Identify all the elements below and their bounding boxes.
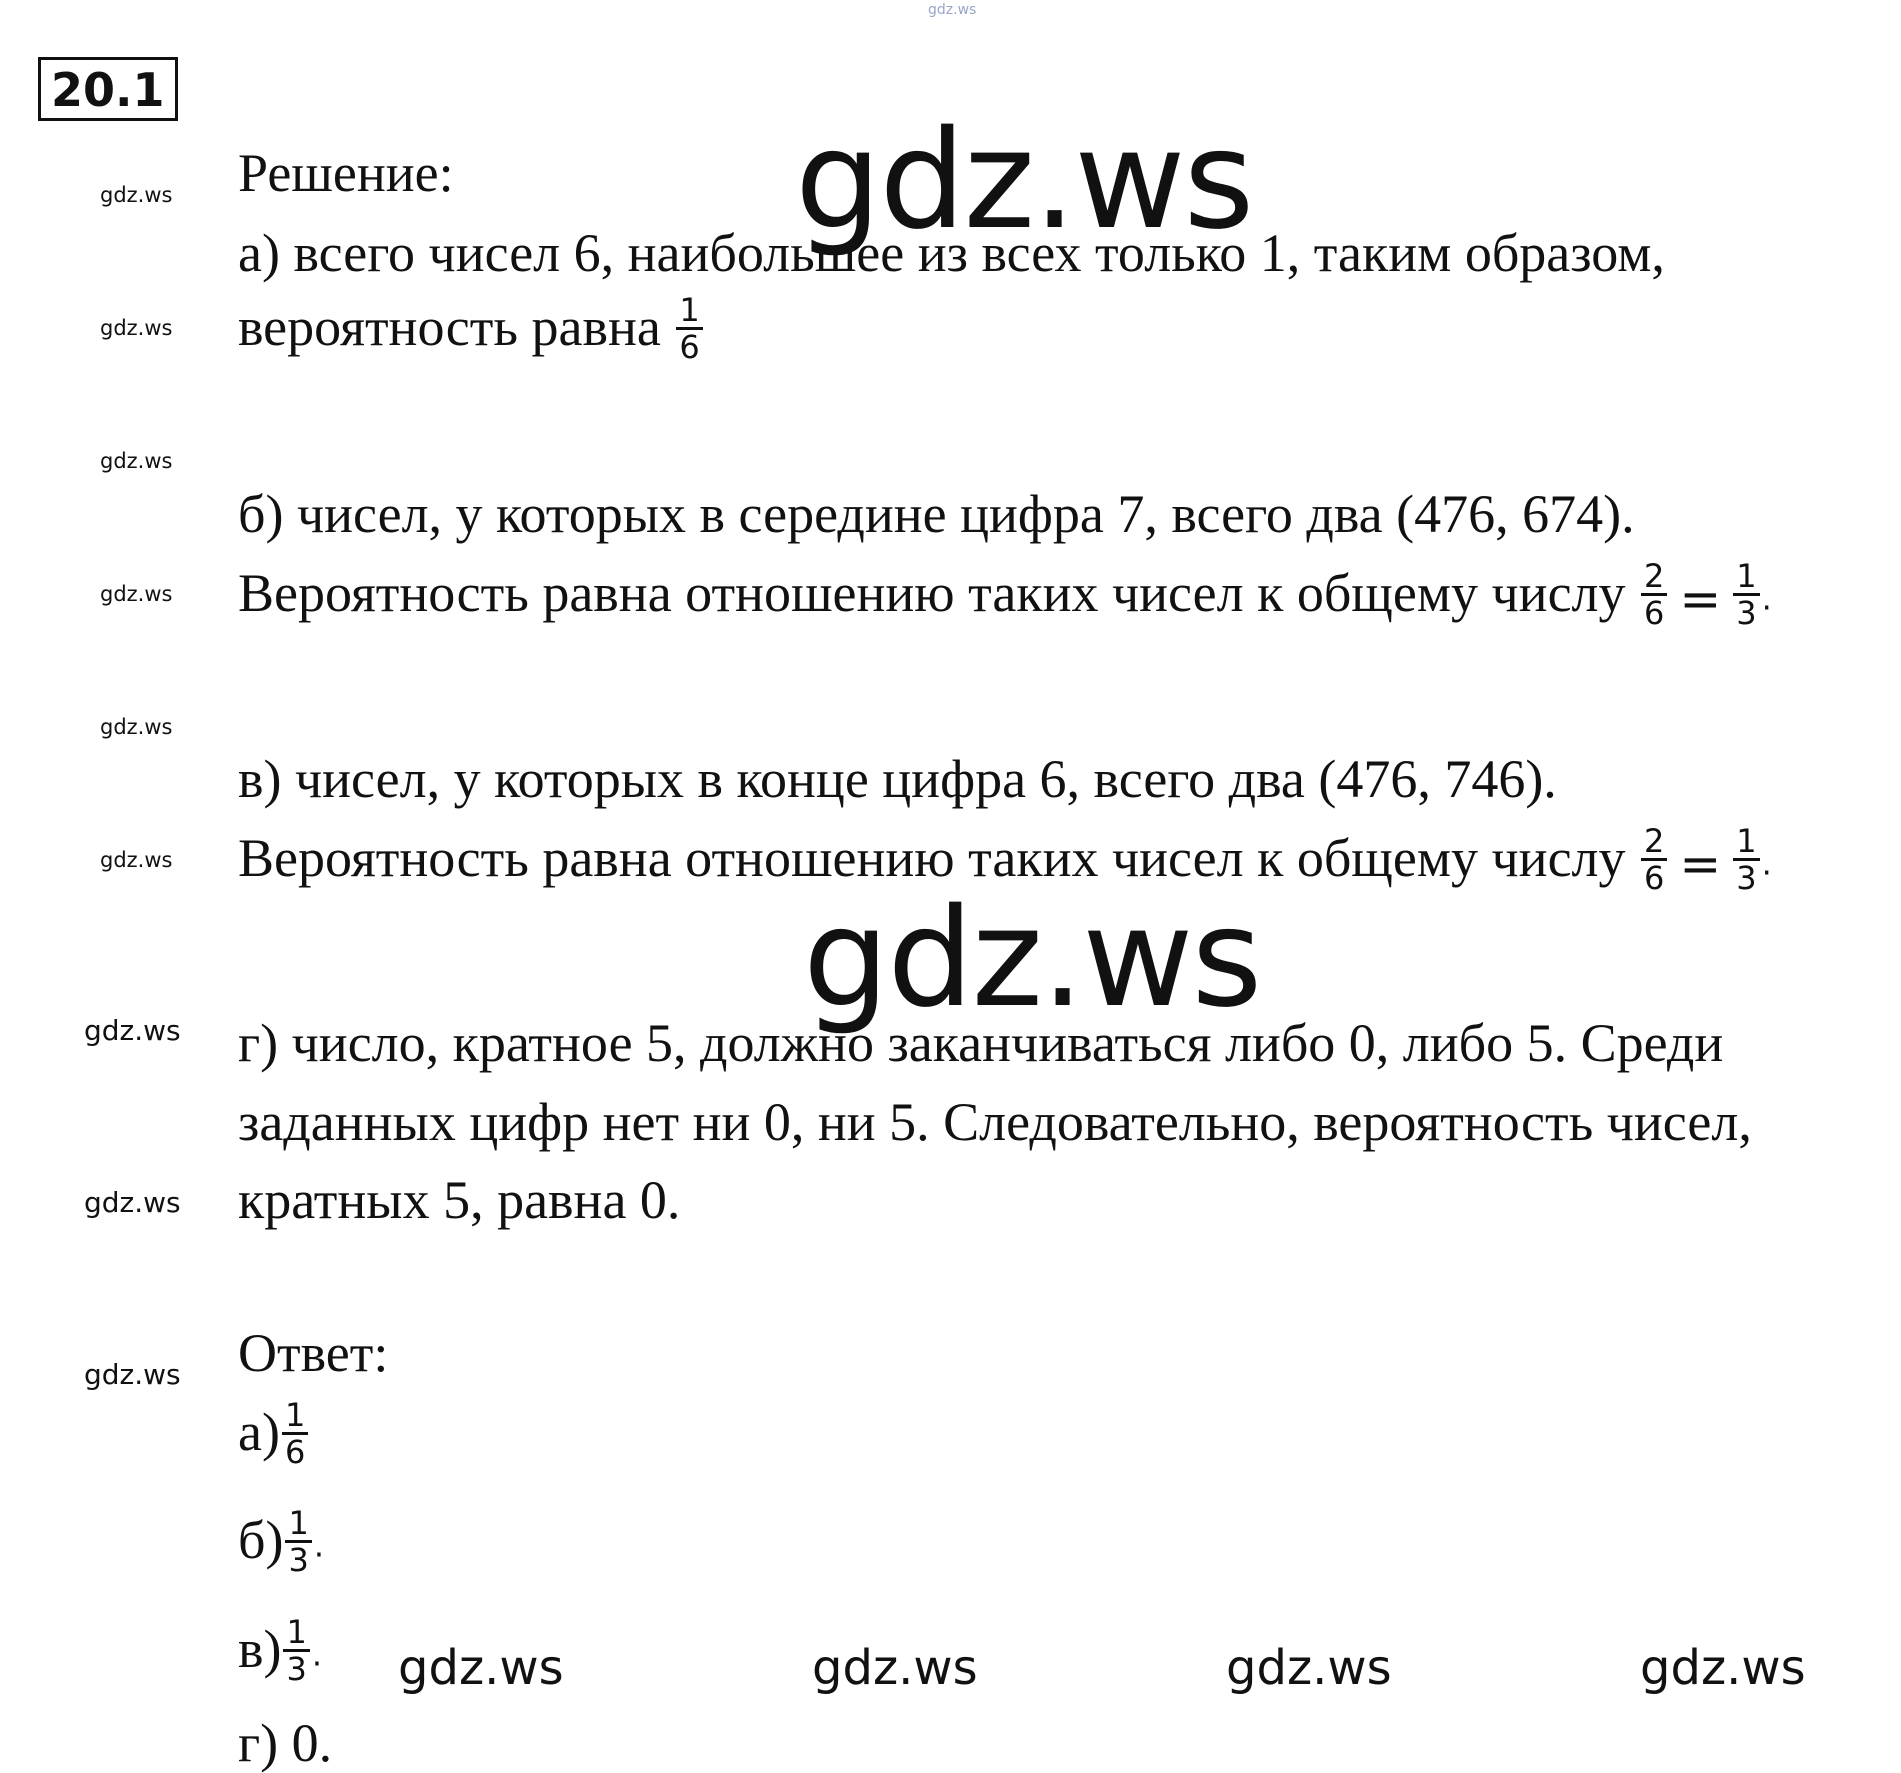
part-g-line-1: г) число, кратное 5, должно заканчиваться либо 0, либо 5. Среди xyxy=(238,1013,1724,1073)
period: . xyxy=(311,1635,323,1674)
fraction-denominator: 6 xyxy=(1644,859,1665,897)
part-a-line-2 xyxy=(238,291,705,368)
fraction-denominator: 3 xyxy=(1736,859,1757,897)
fraction-denominator: 3 xyxy=(286,1650,307,1688)
watermark-big-middle: gdz.ws xyxy=(803,880,1261,1038)
watermark-side: gdz.ws xyxy=(100,449,173,473)
fraction-one-sixth xyxy=(282,1398,308,1469)
watermark-side: gdz.ws xyxy=(84,1358,181,1391)
period: . xyxy=(1761,844,1772,883)
fraction-numerator: 1 xyxy=(676,293,702,330)
period: . xyxy=(313,1526,324,1565)
watermark-big-top: gdz.ws xyxy=(795,102,1253,260)
fraction-one-third xyxy=(1733,824,1759,895)
watermark-side: gdz.ws xyxy=(100,848,173,872)
fraction-numerator: 1 xyxy=(1733,824,1759,861)
watermark-bottom: gdz.ws xyxy=(1226,1640,1392,1696)
fraction-numerator: 2 xyxy=(1641,824,1667,861)
fraction-numerator: 2 xyxy=(1641,559,1667,596)
watermark-side: gdz.ws xyxy=(100,582,173,606)
answer-b xyxy=(238,1504,324,1581)
fraction-denominator: 3 xyxy=(288,1541,309,1579)
fraction-numerator: 1 xyxy=(282,1398,308,1435)
part-b-line-1: б) чисел, у которых в середине цифра 7, всего два (476, 674). xyxy=(238,484,1635,544)
fraction-denominator: 6 xyxy=(1644,594,1665,632)
answer-label: в) xyxy=(238,1618,282,1679)
part-v-line-1: в) чисел, у которых в конце цифра 6, всего два (476, 746). xyxy=(238,749,1557,809)
part-a-line-1: а) всего чисел 6, наибольшее из всех только 1, таким образом, xyxy=(238,223,1665,283)
part-g-line-2: заданных цифр нет ни 0, ни 5. Следовательно, вероятность чисел, xyxy=(238,1092,1752,1152)
fraction-numerator: 1 xyxy=(283,1615,309,1652)
solution-heading: Решение: xyxy=(238,143,454,203)
equals-sign: = xyxy=(1679,834,1722,893)
watermark-bottom: gdz.ws xyxy=(812,1640,978,1696)
answer-g: г) 0. xyxy=(238,1713,333,1773)
answer-label: а) xyxy=(238,1401,280,1462)
fraction-one-third xyxy=(283,1615,309,1686)
part-v-text: Вероятность равна отношению таких чисел к общему числу xyxy=(238,827,1626,888)
fraction-one-third xyxy=(285,1506,311,1577)
watermark-bottom: gdz.ws xyxy=(1640,1640,1806,1696)
fraction-two-sixths xyxy=(1641,824,1667,895)
fraction-denominator: 3 xyxy=(1736,594,1757,632)
part-g-line-3: кратных 5, равна 0. xyxy=(238,1170,681,1230)
watermark-side: gdz.ws xyxy=(100,183,173,207)
fraction-numerator: 1 xyxy=(285,1506,311,1543)
watermark-side: gdz.ws xyxy=(84,1014,181,1047)
watermark-side: gdz.ws xyxy=(100,715,173,739)
answer-label: б) xyxy=(238,1509,284,1570)
fraction-two-sixths xyxy=(1641,559,1667,630)
part-b-text: Вероятность равна отношению таких чисел к общему числу xyxy=(238,562,1626,623)
fraction-denominator: 6 xyxy=(679,328,700,366)
watermark-bottom: gdz.ws xyxy=(398,1640,564,1696)
part-a-text: вероятность равна xyxy=(238,296,661,357)
task-number-box: 20.1 xyxy=(38,57,178,121)
fraction-denominator: 6 xyxy=(284,1433,306,1471)
period: . xyxy=(1761,579,1772,618)
fraction-one-third xyxy=(1733,559,1759,630)
part-v-line-2 xyxy=(238,822,1772,899)
watermark-side: gdz.ws xyxy=(84,1186,181,1219)
watermark-side: gdz.ws xyxy=(100,316,173,340)
fraction-numerator: 1 xyxy=(1733,559,1759,596)
fraction-one-sixth xyxy=(676,293,702,364)
watermark-top: gdz.ws xyxy=(928,2,977,18)
answer-a xyxy=(238,1396,310,1473)
answer-heading: Ответ: xyxy=(238,1323,389,1383)
equals-sign: = xyxy=(1679,569,1722,628)
part-b-line-2 xyxy=(238,557,1772,634)
answer-v xyxy=(238,1613,323,1690)
